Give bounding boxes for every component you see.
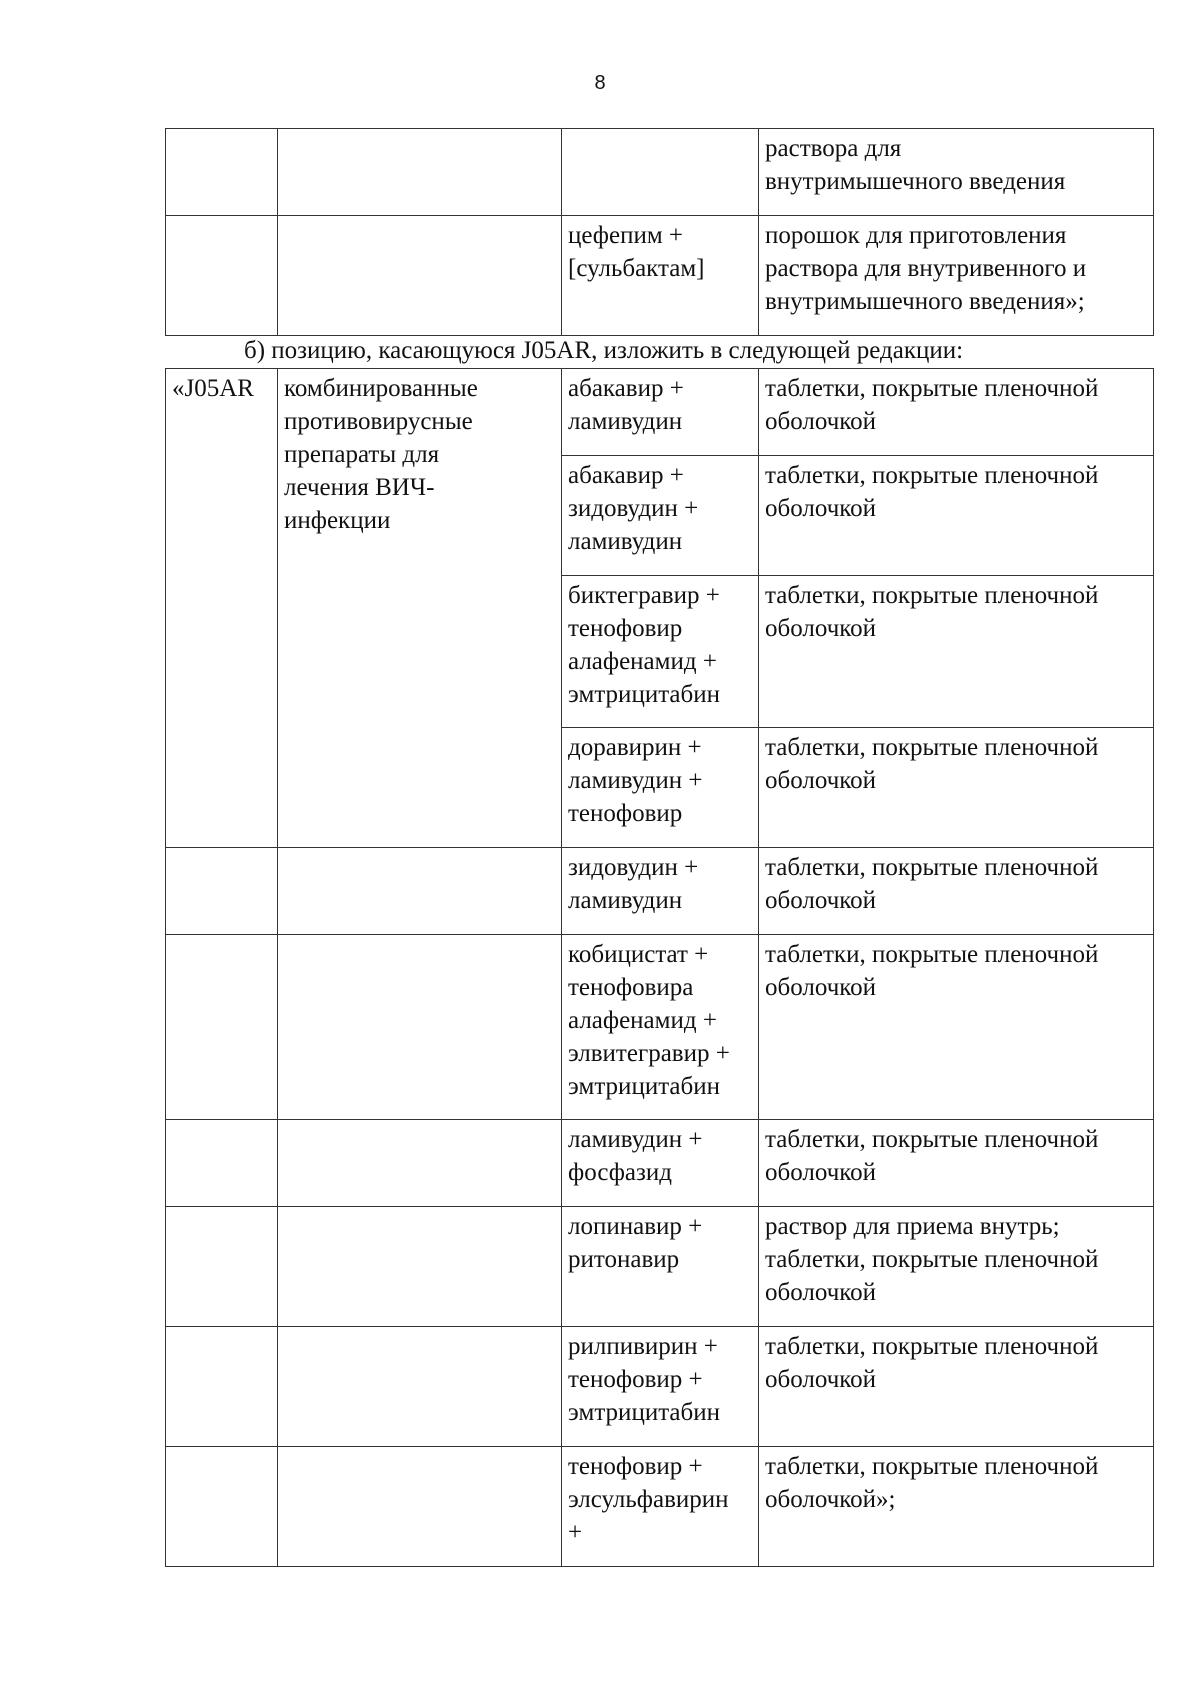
form-cell xyxy=(759,848,1154,935)
drug-line: фосфазид xyxy=(568,1159,672,1186)
group-line: лечения ВИЧ- xyxy=(284,474,435,501)
code-cell xyxy=(166,1447,278,1567)
code-cell xyxy=(166,1327,278,1447)
form-cell xyxy=(759,1327,1154,1447)
form-line: таблетки, покрытые пленочной xyxy=(765,462,1099,489)
drug-cell xyxy=(562,1207,759,1327)
form-cell xyxy=(759,1207,1154,1327)
code-cell xyxy=(166,129,278,216)
drug-line: зидовудин + xyxy=(568,854,699,881)
drug-cell xyxy=(562,576,759,728)
j05ar-table xyxy=(165,368,1154,1567)
form-line: таблетки, покрытые пленочной xyxy=(765,375,1099,402)
form-cell xyxy=(759,216,1154,336)
drug-line: тенофовир xyxy=(568,615,683,642)
drug-line: абакавир + xyxy=(568,462,684,489)
form-line: раствор для приема внутрь; xyxy=(765,1213,1060,1240)
form-line: оболочкой xyxy=(765,887,877,914)
group-cell xyxy=(278,848,562,935)
drug-line: абакавир + xyxy=(568,375,684,402)
drug-cell xyxy=(562,456,759,576)
drug-line: тенофовира xyxy=(568,974,694,1001)
form-line: внутримышечного введения»; xyxy=(765,288,1085,315)
drug-cell xyxy=(562,1327,759,1447)
group-cell xyxy=(278,1120,562,1207)
drug-line: биктегравир + xyxy=(568,582,720,609)
drug-line: доравирин + xyxy=(568,734,702,761)
drug-line: ламивудин xyxy=(568,408,683,435)
drug-cell xyxy=(562,848,759,935)
group-line: комбинированные xyxy=(284,375,478,402)
code-cell xyxy=(166,1120,278,1207)
form-cell xyxy=(759,728,1154,848)
drug-line: алафенамид + xyxy=(568,1007,717,1034)
drug-line: + xyxy=(568,1519,583,1546)
group-cell xyxy=(278,935,562,1120)
drug-line: ритонавир xyxy=(568,1246,680,1273)
table-row xyxy=(166,216,1154,336)
drug-line: алафенамид + xyxy=(568,648,717,675)
drug-line: [сульбактам] xyxy=(568,255,705,282)
form-cell xyxy=(759,576,1154,728)
drug-line: ламивудин xyxy=(568,887,683,914)
form-line: таблетки, покрытые пленочной xyxy=(765,734,1099,761)
code-cell: «J05AR xyxy=(166,369,278,848)
drug-cell xyxy=(562,1120,759,1207)
table-row xyxy=(166,1327,1154,1447)
code-cell xyxy=(166,216,278,336)
form-line: таблетки, покрытые пленочной xyxy=(765,941,1099,968)
form-line: раствора для xyxy=(765,135,902,162)
instruction-paragraph: б) позицию, касающуюся J05AR, изложить в следующей редакции: xyxy=(244,337,964,364)
table-row xyxy=(166,1207,1154,1327)
form-line: таблетки, покрытые пленочной xyxy=(765,1246,1099,1273)
code-cell xyxy=(166,1207,278,1327)
table-row xyxy=(166,369,1154,456)
form-line: оболочкой xyxy=(765,767,877,794)
form-line: таблетки, покрытые пленочной xyxy=(765,582,1099,609)
form-line: раствора для внутривенного и xyxy=(765,255,1087,282)
form-cell xyxy=(759,456,1154,576)
table-row xyxy=(166,129,1154,216)
form-cell xyxy=(759,935,1154,1120)
form-line: порошок для приготовления xyxy=(765,222,1067,249)
form-line: таблетки, покрытые пленочной xyxy=(765,854,1099,881)
form-line: оболочкой xyxy=(765,408,877,435)
drug-line: элвитегравир + xyxy=(568,1040,730,1067)
group-cell xyxy=(278,216,562,336)
drug-line: эмтрицитабин xyxy=(568,681,721,708)
form-line: оболочкой xyxy=(765,1279,877,1306)
form-line: оболочкой xyxy=(765,974,877,1001)
group-cell xyxy=(278,1327,562,1447)
drug-line: эмтрицитабин xyxy=(568,1399,721,1426)
table-row xyxy=(166,1447,1154,1567)
drug-line: тенофовир xyxy=(568,800,683,827)
code-cell xyxy=(166,935,278,1120)
group-cell xyxy=(278,369,562,848)
form-cell xyxy=(759,369,1154,456)
group-cell xyxy=(278,129,562,216)
drug-cell xyxy=(562,728,759,848)
drug-line: эмтрицитабин xyxy=(568,1073,721,1100)
group-line: противовирусные xyxy=(284,408,473,435)
drug-line: лопинавир + xyxy=(568,1213,703,1240)
form-cell xyxy=(759,129,1154,216)
group-cell xyxy=(278,1207,562,1327)
drug-line: элсульфавирин xyxy=(568,1486,729,1513)
drug-cell xyxy=(562,369,759,456)
drug-line: тенофовир + xyxy=(568,1366,703,1393)
group-line: инфекции xyxy=(284,507,391,534)
drug-line: тенофовир + xyxy=(568,1453,703,1480)
form-line: внутримышечного введения xyxy=(765,168,1066,195)
form-line: оболочкой xyxy=(765,495,877,522)
drug-line: ламивудин + xyxy=(568,767,703,794)
drug-cell xyxy=(562,216,759,336)
form-line: оболочкой xyxy=(765,1159,877,1186)
drug-line: рилпивирин + xyxy=(568,1333,718,1360)
form-line: таблетки, покрытые пленочной xyxy=(765,1333,1099,1360)
table-row xyxy=(166,935,1154,1120)
form-line: оболочкой»; xyxy=(765,1486,896,1513)
drug-line: ламивудин + xyxy=(568,1126,703,1153)
drug-cell xyxy=(562,129,759,216)
code-cell xyxy=(166,848,278,935)
form-line: таблетки, покрытые пленочной xyxy=(765,1126,1099,1153)
form-line: оболочкой xyxy=(765,615,877,642)
drug-cell xyxy=(562,1447,759,1567)
group-line: препараты для xyxy=(284,441,440,468)
drug-line: ламивудин xyxy=(568,528,683,555)
table-row xyxy=(166,848,1154,935)
top-table xyxy=(165,128,1154,336)
form-cell xyxy=(759,1447,1154,1567)
drug-cell xyxy=(562,935,759,1120)
drug-line: цефепим + xyxy=(568,222,684,249)
form-cell xyxy=(759,1120,1154,1207)
page-number: 8 xyxy=(594,72,606,94)
drug-line: зидовудин + xyxy=(568,495,699,522)
drug-line: кобицистат + xyxy=(568,941,709,968)
table-row xyxy=(166,1120,1154,1207)
form-line: оболочкой xyxy=(765,1366,877,1393)
form-line: таблетки, покрытые пленочной xyxy=(765,1453,1099,1480)
group-cell xyxy=(278,1447,562,1567)
